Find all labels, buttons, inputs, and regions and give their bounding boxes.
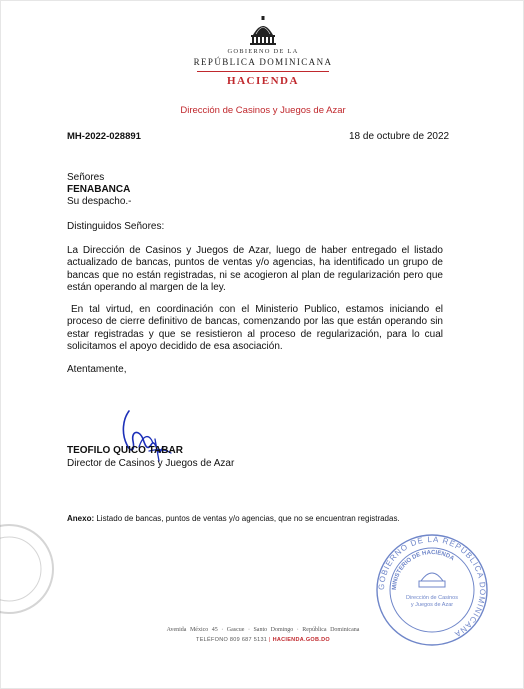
greeting: Distinguidos Señores: <box>67 221 165 232</box>
dome-crest-icon <box>247 15 279 47</box>
footer-contact <box>1 637 524 643</box>
annex-note <box>67 514 400 523</box>
svg-text:MINISTERIO DE HACIENDA <box>392 550 456 590</box>
stamp-outer-text: GOBIERNO DE LA REPÚBLICA DOMINICANA <box>376 534 488 640</box>
signatory-name: TEOFILO QUICO TABAR <box>67 445 183 456</box>
footer-separator: | <box>269 637 271 643</box>
letter-date: 18 de octubre de 2022 <box>349 131 450 142</box>
department-name: Dirección de Casinos y Juegos de Azar <box>180 105 346 116</box>
stamp-inner-text: MINISTERIO DE HACIENDA <box>391 549 455 591</box>
faded-stamp <box>0 521 57 617</box>
recipient: FENABANCA <box>67 184 131 195</box>
reference-number: MH-2022-028891 <box>67 131 141 142</box>
footer-website: HACIENDA.GOB.DO <box>272 637 330 643</box>
closing: Atentamente, <box>67 364 127 375</box>
salutation-to: Señores <box>67 172 105 183</box>
paragraph-1: La Dirección de Casinos y Juegos de Azar, luego de haber entregado el listado actualizado de bancas, puntos de ventas y/o agencias, ha identificado un grupo de bancas que no están registradas, ni se acogieron al plan de regularización pero que están operando al margen de la ley. <box>67 245 443 294</box>
stamp-center-line-1: Dirección de Casinos <box>406 595 458 601</box>
paragraph-2: En tal virtud, en coordinación con el Ministerio Publico, estamos iniciando el proceso de cierre definitivo de bancas, comenzando por las que están operando sin estar registradas y que se resistieron al proceso de regularización, para lo cual solicitamos el apoyo decidido de esa asociación. <box>67 304 443 353</box>
hacienda-wordmark: HACIENDA <box>227 75 299 87</box>
annex-text: Listado de bancas, puntos de ventas y/o agencias, que no se encuentran registradas. <box>96 514 400 523</box>
gov-line-2: REPÚBLICA DOMINICANA <box>193 57 333 67</box>
annex-label: Anexo: <box>67 514 95 523</box>
gov-line-1: GOBIERNO DE LA <box>227 48 299 55</box>
footer-phone: TELÉFONO 809 687 5131 <box>196 637 268 643</box>
stamp-center-line-2: y Juegos de Azar <box>410 602 454 608</box>
footer-address: Avenida México 45 · Gascue · Santo Domingo · República Dominicana <box>166 627 360 633</box>
signatory-title: Director de Casinos y Juegos de Azar <box>67 458 235 469</box>
su-despacho: Su despacho.- <box>67 196 132 207</box>
header-divider <box>197 71 329 72</box>
